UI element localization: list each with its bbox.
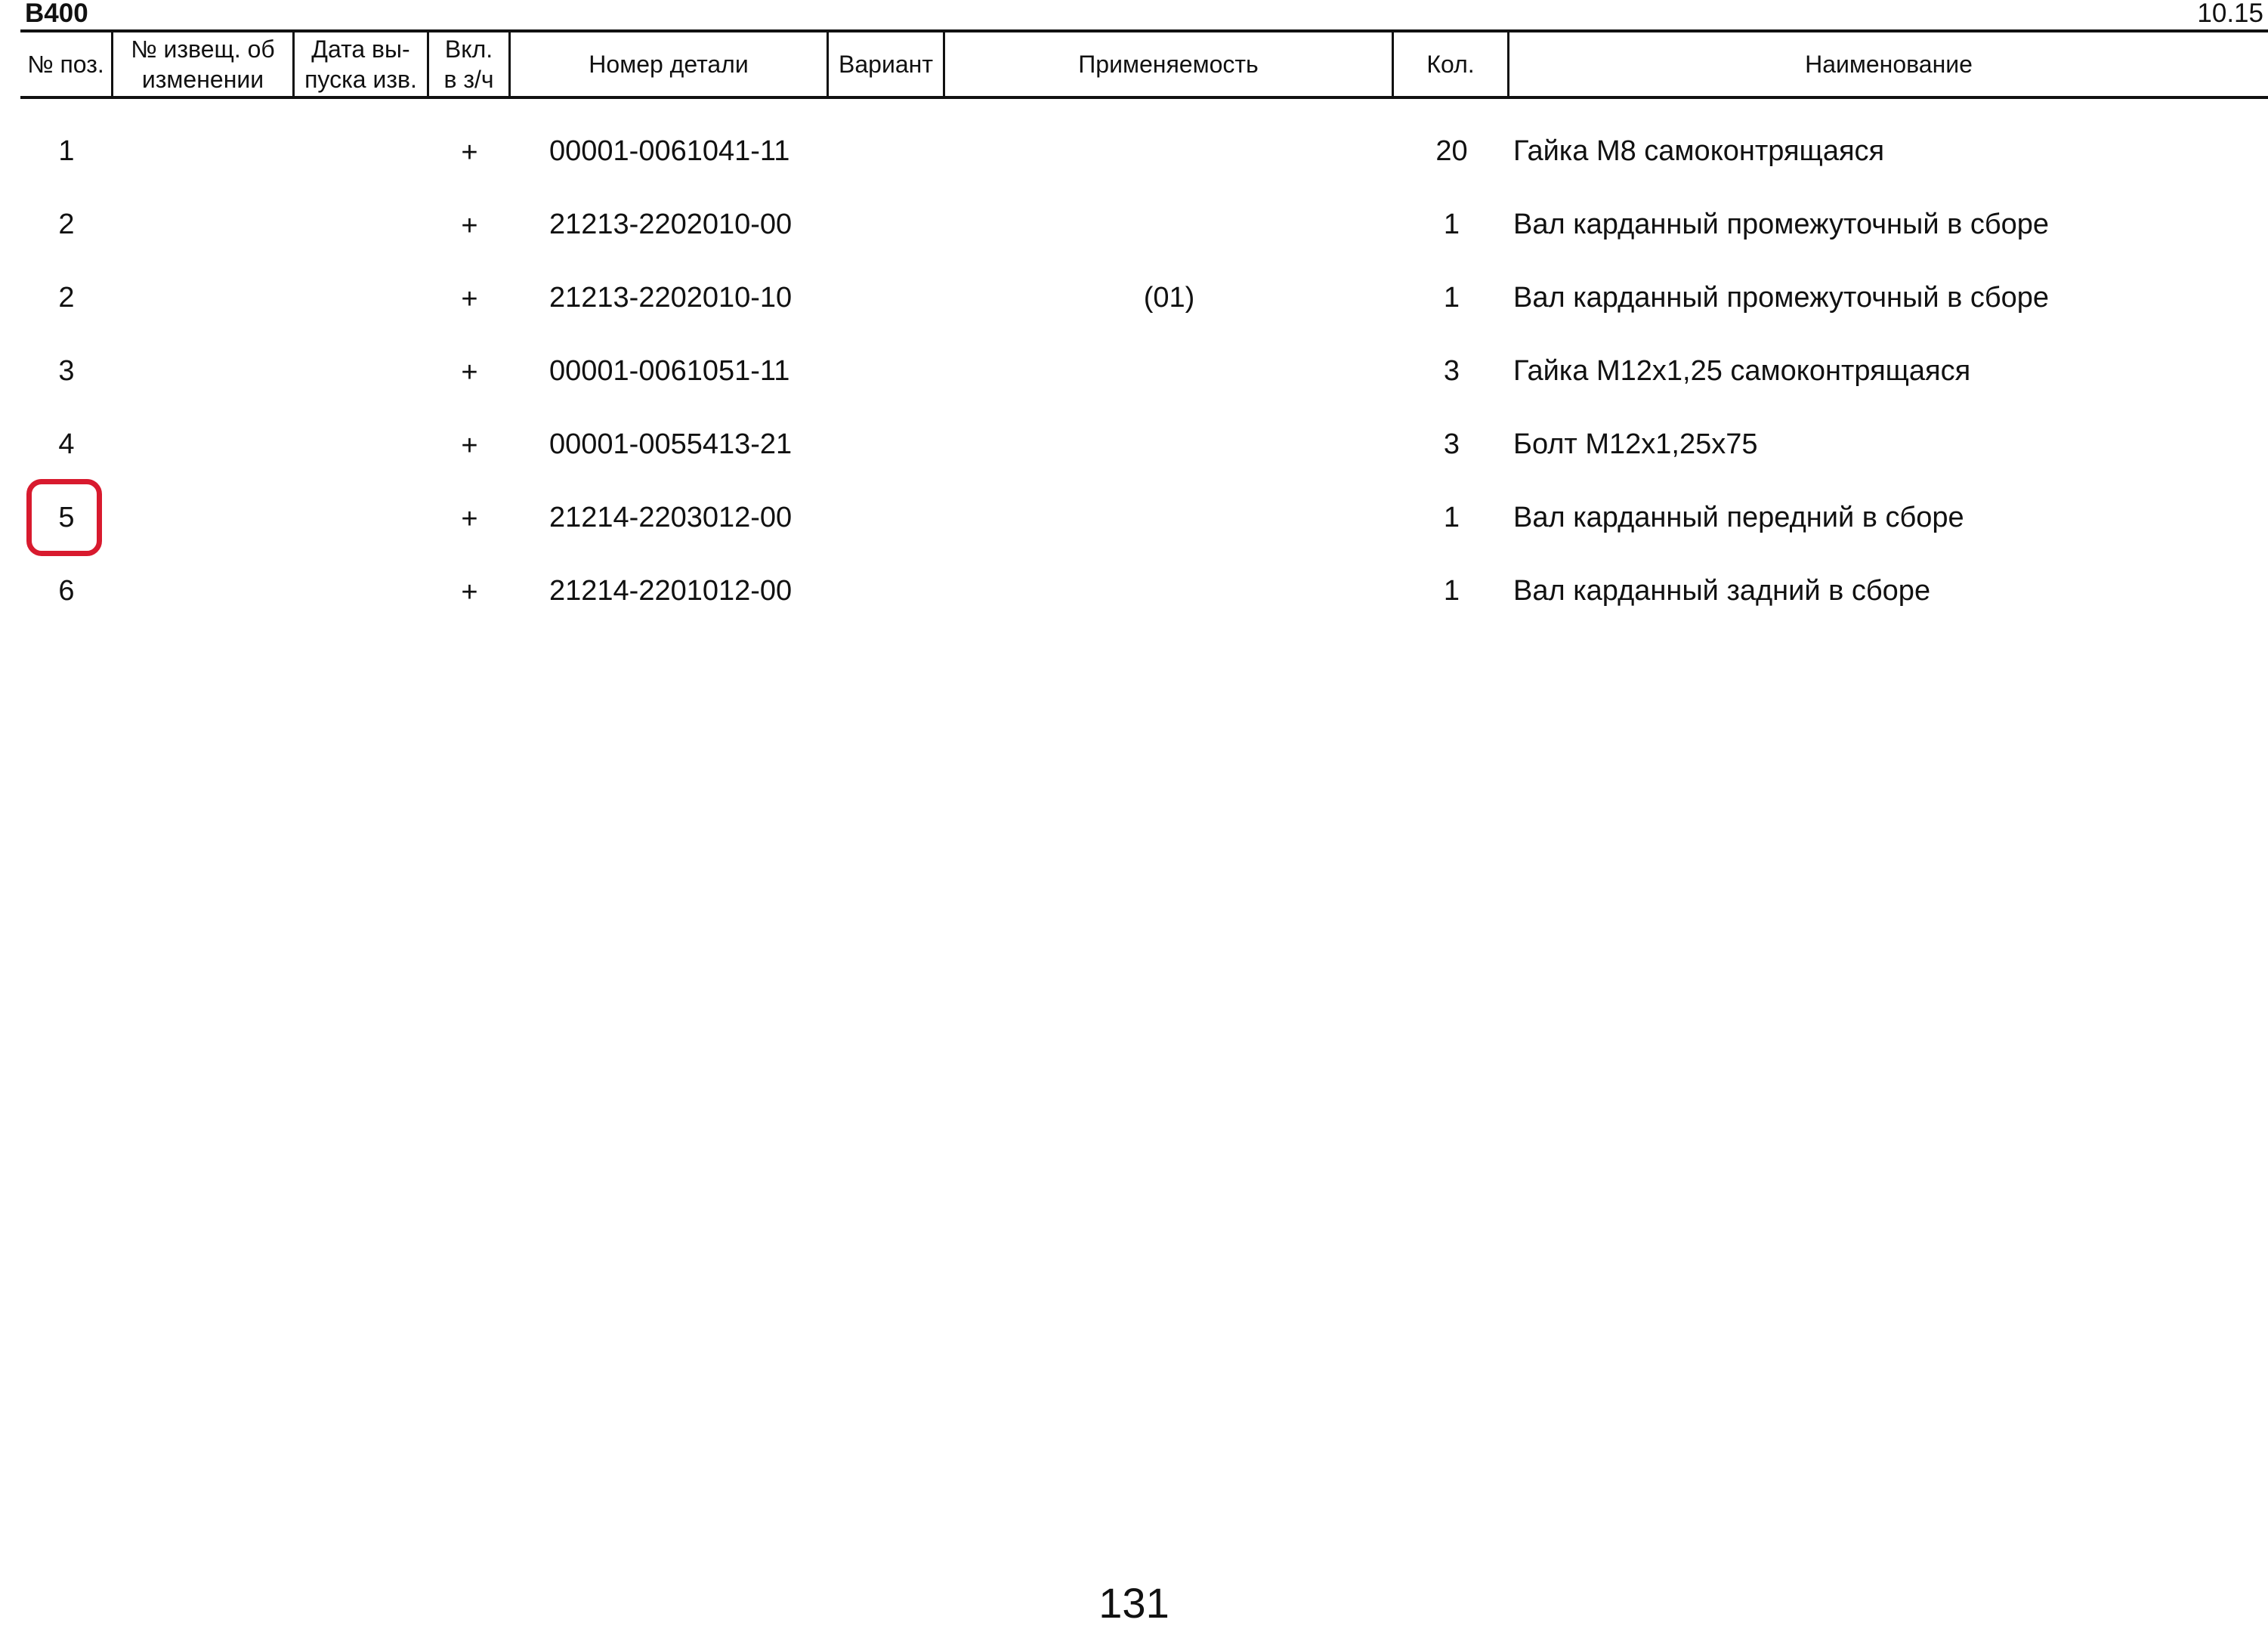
- row-applicability: [944, 348, 1394, 394]
- row-name: Болт М12х1,25х75: [1513, 428, 1758, 460]
- row-applicability: [944, 202, 1394, 247]
- page-number: 131: [1098, 1579, 1170, 1627]
- row-applicability: [944, 422, 1394, 467]
- header-variant: [829, 31, 943, 97]
- row-spares-mark: +: [461, 137, 478, 168]
- header-issue-date: [295, 31, 427, 97]
- row-spares-mark: +: [461, 357, 478, 388]
- row-quantity: 1: [1443, 502, 1460, 533]
- header-name-label: Наименование: [1805, 51, 1973, 78]
- header-quantity: [1394, 31, 1507, 97]
- row-part-number: 21214-2203012-00: [549, 502, 793, 533]
- header-spares-line2: в з/ч: [443, 66, 494, 93]
- header-issue-date-line1: Дата вы-: [311, 36, 410, 63]
- row-spares-mark: +: [461, 576, 478, 608]
- header-position: [20, 31, 111, 97]
- row-name: Вал карданный задний в сборе: [1513, 575, 1931, 607]
- row-applicability: (01): [1143, 282, 1195, 314]
- row-quantity: 3: [1443, 428, 1460, 460]
- header-change-notice-line1: № извещ. об: [131, 36, 275, 63]
- row-quantity: 3: [1443, 355, 1460, 387]
- header-name: [1509, 31, 2268, 97]
- header-spares: [429, 31, 508, 97]
- header-applicability: [945, 31, 1392, 97]
- row-name: Вал карданный промежуточный в сборе: [1513, 209, 2050, 240]
- header-position-label: № поз.: [27, 51, 104, 78]
- row-name: Гайка М12х1,25 самоконтрящаяся: [1513, 355, 1971, 387]
- row-position: 2: [58, 209, 75, 240]
- row-part-number: 21214-2201012-00: [549, 575, 793, 607]
- row-part-number: 21213-2202010-00: [549, 209, 793, 240]
- row-spares-mark: +: [461, 503, 478, 535]
- row-applicability: [944, 568, 1394, 614]
- header-part-number: [511, 31, 827, 97]
- row-name: Гайка М8 самоконтрящаяся: [1513, 135, 1885, 167]
- row-quantity: 1: [1443, 209, 1460, 240]
- header-change-notice: [113, 31, 292, 97]
- row-position: 4: [58, 428, 75, 460]
- header-change-notice-line2: изменении: [141, 66, 264, 93]
- row-position: 6: [58, 575, 75, 607]
- document-date: 10.15: [2197, 0, 2263, 28]
- row-position: 5: [58, 502, 75, 533]
- row-position: 1: [58, 135, 75, 167]
- header-part-number-label: Номер детали: [589, 51, 749, 78]
- header-variant-label: Вариант: [839, 51, 933, 78]
- row-part-number: 21213-2202010-10: [549, 282, 793, 314]
- row-quantity: 1: [1443, 282, 1460, 314]
- row-position: 3: [58, 355, 75, 387]
- header-issue-date-line2: пуска изв.: [304, 66, 417, 93]
- header-spares-line1: Вкл.: [444, 36, 493, 63]
- row-name: Вал карданный передний в сборе: [1513, 502, 1964, 533]
- row-applicability: [944, 128, 1394, 174]
- header-applicability-label: Применяемость: [1078, 51, 1259, 78]
- row-part-number: 00001-0055413-21: [549, 428, 793, 460]
- row-part-number: 00001-0061051-11: [549, 355, 790, 387]
- row-quantity: 20: [1435, 135, 1468, 167]
- row-part-number: 00001-0061041-11: [549, 135, 790, 167]
- row-position: 2: [58, 282, 75, 314]
- row-spares-mark: +: [461, 210, 478, 242]
- row-spares-mark: +: [461, 283, 478, 315]
- row-name: Вал карданный промежуточный в сборе: [1513, 282, 2050, 314]
- row-applicability: [944, 495, 1394, 540]
- position-highlight-box: [26, 479, 102, 556]
- row-quantity: 1: [1443, 575, 1460, 607]
- header-quantity-label: Кол.: [1426, 51, 1475, 78]
- document-code: B400: [25, 0, 88, 28]
- row-spares-mark: +: [461, 430, 478, 462]
